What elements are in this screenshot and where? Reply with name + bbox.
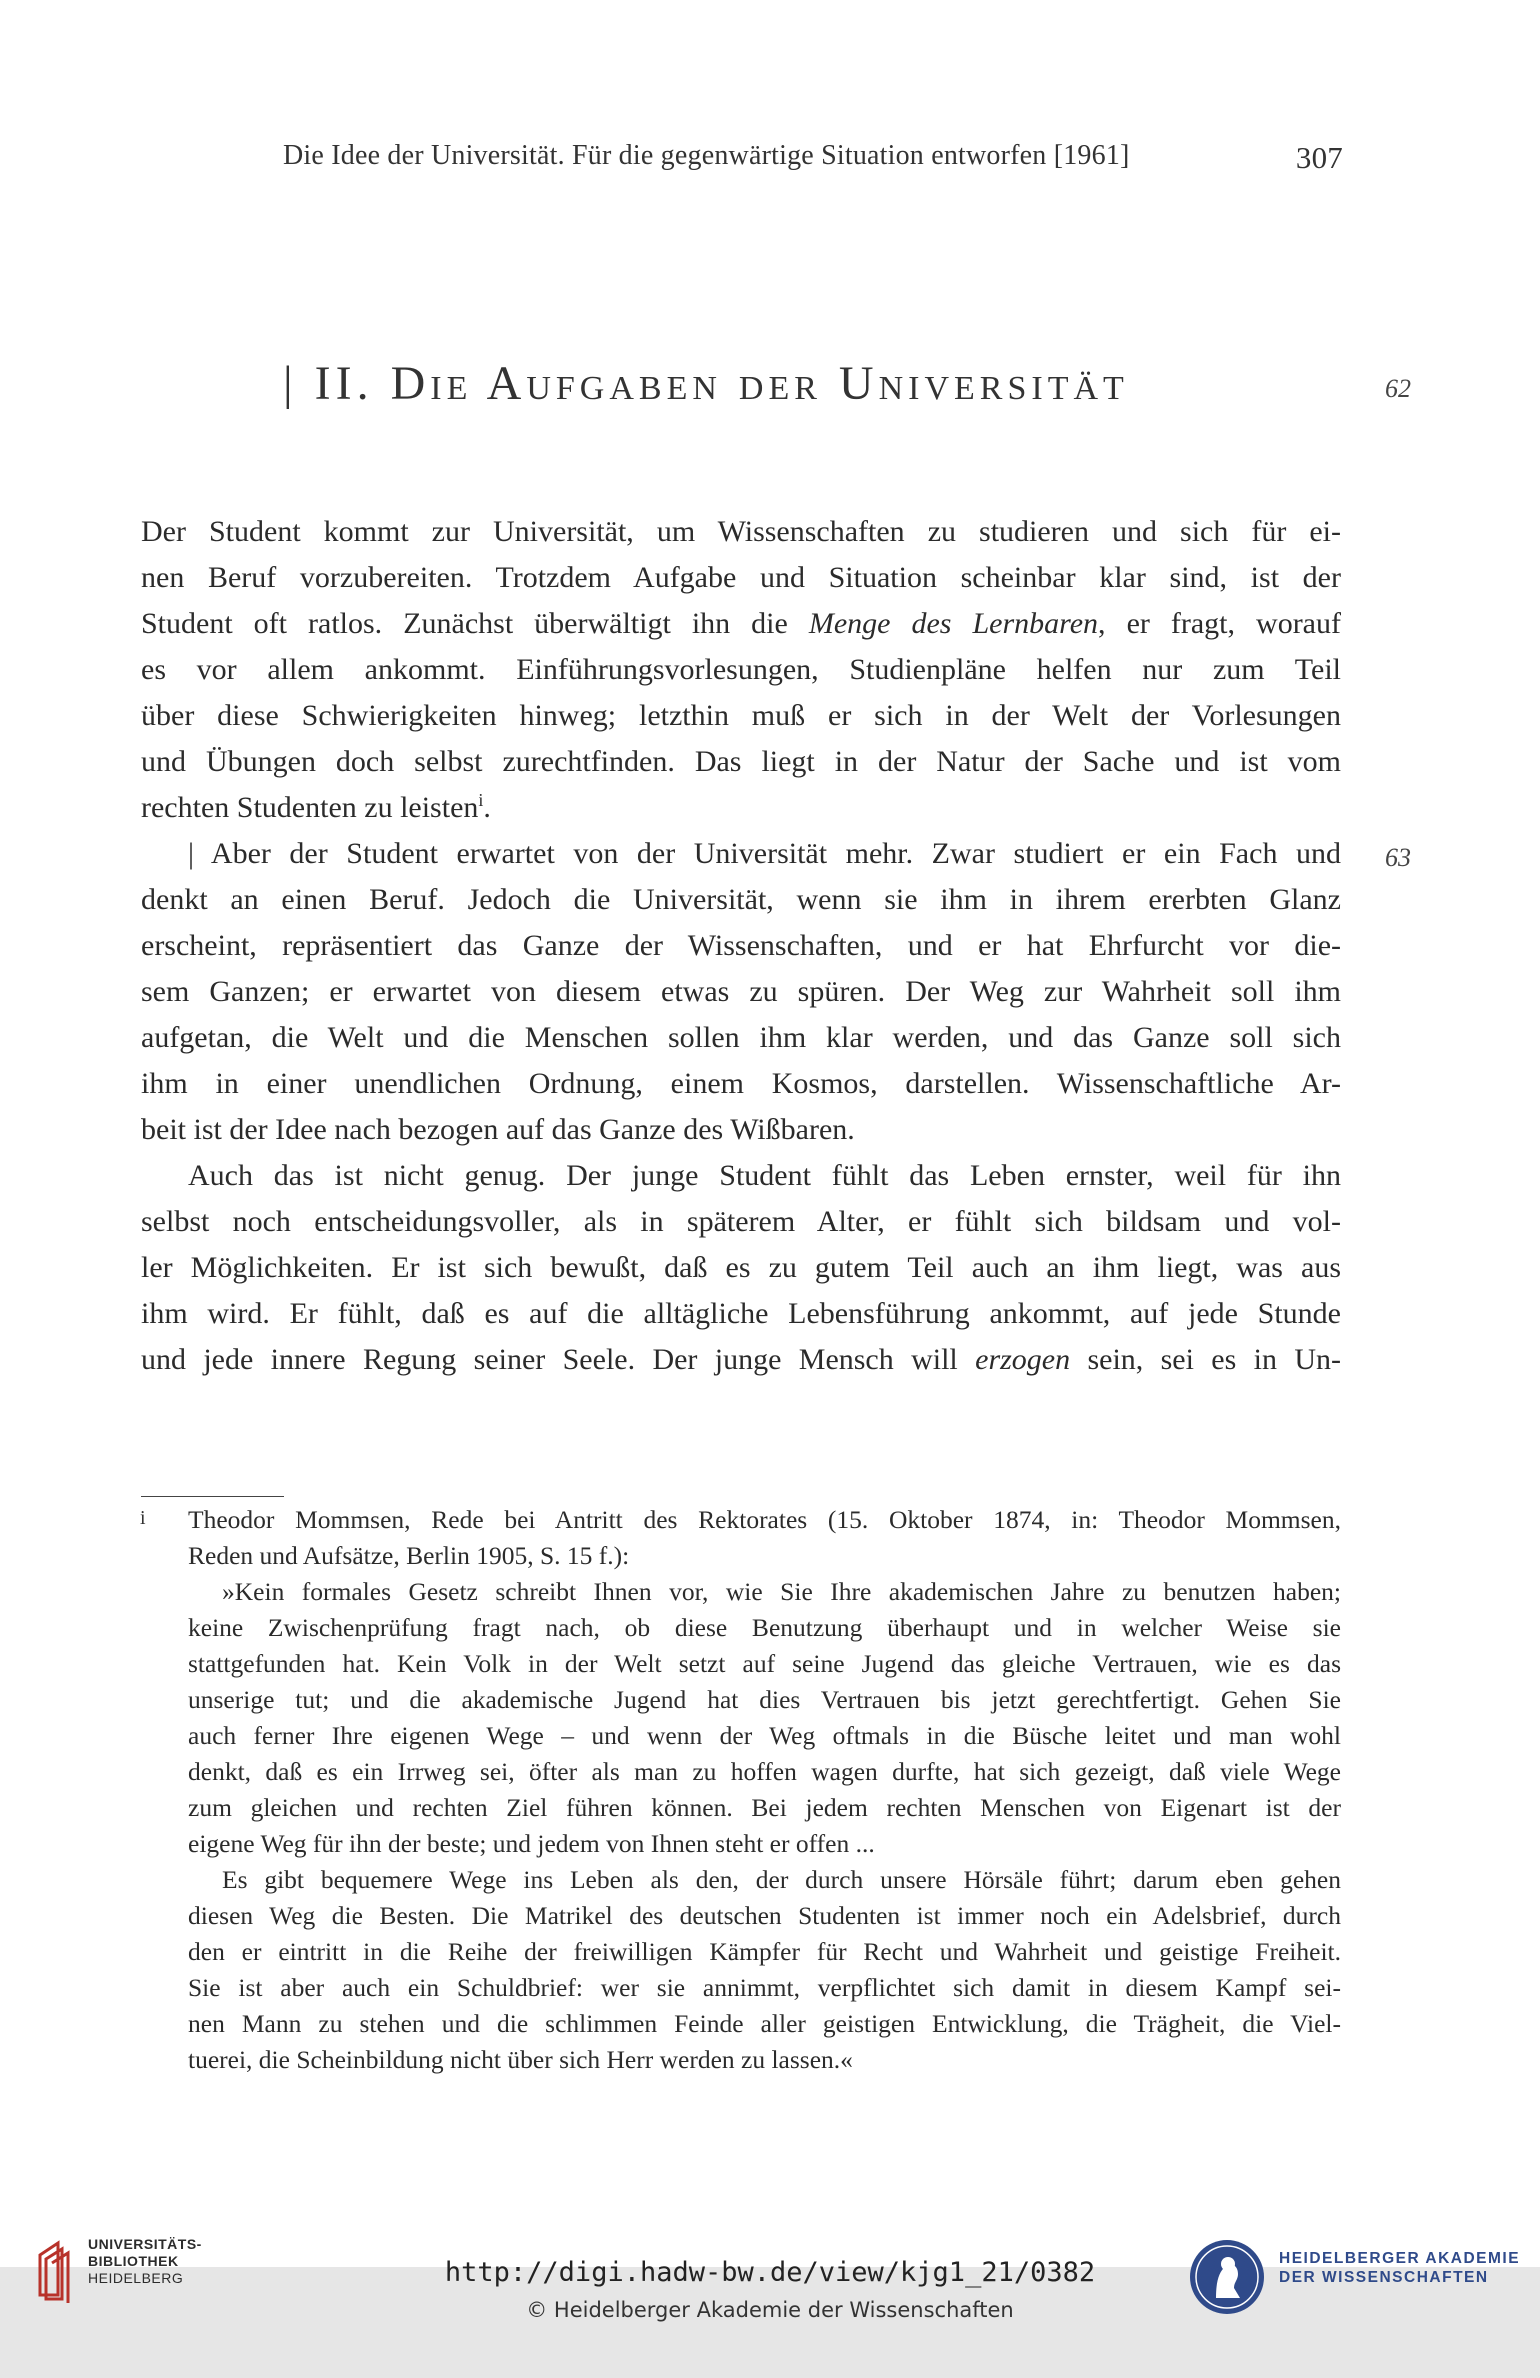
body-line: beit ist der Idee nach bezogen auf das Ganze des Wißbaren. — [141, 1113, 855, 1146]
margin-page-number: 62 — [1385, 374, 1411, 403]
footnote-line: »Kein formales Gesetz schreibt Ihnen vor, wie Sie Ihre akademischen Jahre zu benutzen haben; — [222, 1577, 1341, 1606]
footnote-line: zum gleichen und rechten Ziel führen können. Bei jedem rechten Menschen von Eigenart ist der — [188, 1793, 1341, 1822]
body-line: rechten Studenten zu leisten$^i$. — [141, 790, 491, 824]
body-line: und Übungen doch selbst zurechtfinden. Das liegt in der Natur der Sache und ist vom — [141, 745, 1341, 778]
footnote-line: den er eintritt in die Reihe der freiwilligen Kämpfer für Recht und Wahrheit und geistige Freiheit. — [188, 1937, 1341, 1966]
body-line: es vor allem ankommt. Einführungsvorlesungen, Studienpläne helfen nur zum Teil — [141, 653, 1341, 686]
footnote-line: keine Zwischenprüfung fragt nach, ob diese Benutzung überhaupt und in welcher Weise sie — [188, 1613, 1341, 1642]
body-line: ihm wird. Er fühlt, daß es auf die alltägliche Lebensführung ankommt, auf jede Stunde — [141, 1297, 1341, 1330]
running-title: Die Idee der Universität. Für die gegenwärtige Situation entworfen [1961] — [283, 140, 1130, 171]
footnote-line: denkt, daß es ein Irrweg sei, öfter als man zu hoffen wagen durfte, hat sich gezeigt, daß viele Wege — [188, 1757, 1341, 1786]
footnote-line: tuerei, die Scheinbildung nicht über sich Herr werden zu lassen.« — [188, 2045, 853, 2074]
body-line: nen Beruf vorzubereiten. Trotzdem Aufgabe und Situation scheinbar klar sind, ist der — [141, 561, 1341, 594]
chapter-title: | II. Die Aufgaben der Universität — [283, 357, 1129, 410]
body-line: über diese Schwierigkeiten hinweg; letzthin muß er sich in der Welt der Vorlesungen — [141, 699, 1341, 732]
footnote-line: unserige tut; und die akademische Jugend hat dies Vertrauen bis jetzt gerechtfertigt. Gehen Sie — [188, 1685, 1341, 1714]
footnote-line: auch ferner Ihre eigenen Wege – und wenn der Weg oftmals in die Büsche leitet und man wohl — [188, 1721, 1341, 1750]
permalink-url[interactable]: http://digi.hadw-bw.de/view/kjg1_21/0382 — [444, 2257, 1096, 2288]
university-library-name: UNIVERSITÄTS- BIBLIOTHEK HEIDELBERG — [88, 2236, 202, 2286]
body-line: Der Student kommt zur Universität, um Wissenschaften zu studieren und sich für ei- — [141, 515, 1341, 548]
footnote-line: Sie ist aber auch ein Schuldbrief: wer sie annimmt, verpflichtet sich damit in diesem Kampf sei- — [188, 1973, 1341, 2002]
copyright-notice: © Heidelberger Akademie der Wissenschaften — [526, 2298, 1014, 2322]
footnote-line: nen Mann zu stehen und die schlimmen Feinde aller geistigen Entwicklung, die Trägheit, die Viel- — [188, 2009, 1341, 2038]
footnote-line: stattgefunden hat. Kein Volk in der Welt setzt auf seine Jugend das gleiche Vertrauen, wie es das — [188, 1649, 1341, 1678]
body-line: | Aber der Student erwartet von der Universität mehr. Zwar studiert er ein Fach und — [188, 837, 1341, 870]
emphasis: erzogen — [975, 1343, 1071, 1376]
academy-seal-icon — [1188, 2238, 1266, 2316]
footnote-reference: i — [478, 790, 484, 811]
footnote-line: Theodor Mommsen, Rede bei Antritt des Rektorates (15. Oktober 1874, in: Theodor Mommsen, — [188, 1505, 1341, 1534]
footnote-mark: i — [140, 1507, 146, 1529]
body-line: ihm in einer unendlichen Ordnung, einem Kosmos, darstellen. Wissenschaftliche Ar- — [141, 1067, 1341, 1100]
body-line: erscheint, repräsentiert das Ganze der Wissenschaften, und er hat Ehrfurcht vor die- — [141, 929, 1341, 962]
footnote-rule — [141, 1496, 284, 1497]
body-line: denkt an einen Beruf. Jedoch die Universität, wenn sie ihm in ihrem ererbten Glanz — [141, 883, 1341, 916]
emphasis: Menge des Lernbaren — [808, 607, 1099, 640]
body-line: ler Möglichkeiten. Er ist sich bewußt, daß es zu gutem Teil auch an ihm liegt, was aus — [141, 1251, 1341, 1284]
body-line: sem Ganzen; er erwartet von diesem etwas zu spüren. Der Weg zur Wahrheit soll ihm — [141, 975, 1341, 1008]
footnote-line: eigene Weg für ihn der beste; und jedem von Ihnen steht er offen ... — [188, 1829, 875, 1858]
academy-name: HEIDELBERGER AKADEMIE DER WISSENSCHAFTEN — [1279, 2250, 1521, 2286]
body-line: aufgetan, die Welt und die Menschen sollen ihm klar werden, und das Ganze soll sich — [141, 1021, 1341, 1054]
page-number: 307 — [1295, 140, 1343, 175]
footnote-line: diesen Weg die Besten. Die Matrikel des deutschen Studenten ist immer noch ein Adelsbrief, durch — [188, 1901, 1341, 1930]
body-line: Student oft ratlos. Zunächst überwältigt ihn die Menge des Lernbaren, er fragt, worauf — [141, 607, 1341, 640]
footnote-line: Reden und Aufsätze, Berlin 1905, S. 15 f.): — [188, 1541, 630, 1570]
body-line: selbst noch entscheidungsvoller, als in späterem Alter, er fühlt sich bildsam und vol- — [141, 1205, 1341, 1238]
margin-page-number: 63 — [1385, 843, 1411, 872]
body-line: Auch das ist nicht genug. Der junge Student fühlt das Leben ernster, weil für ihn — [188, 1159, 1341, 1192]
running-head — [283, 140, 1343, 175]
footnote-line: Es gibt bequemere Wege ins Leben als den, der durch unsere Hörsäle führt; darum eben gehen — [222, 1865, 1341, 1894]
body-line: und jede innere Regung seiner Seele. Der junge Mensch will erzogen sein, sei es in Un- — [141, 1343, 1341, 1376]
